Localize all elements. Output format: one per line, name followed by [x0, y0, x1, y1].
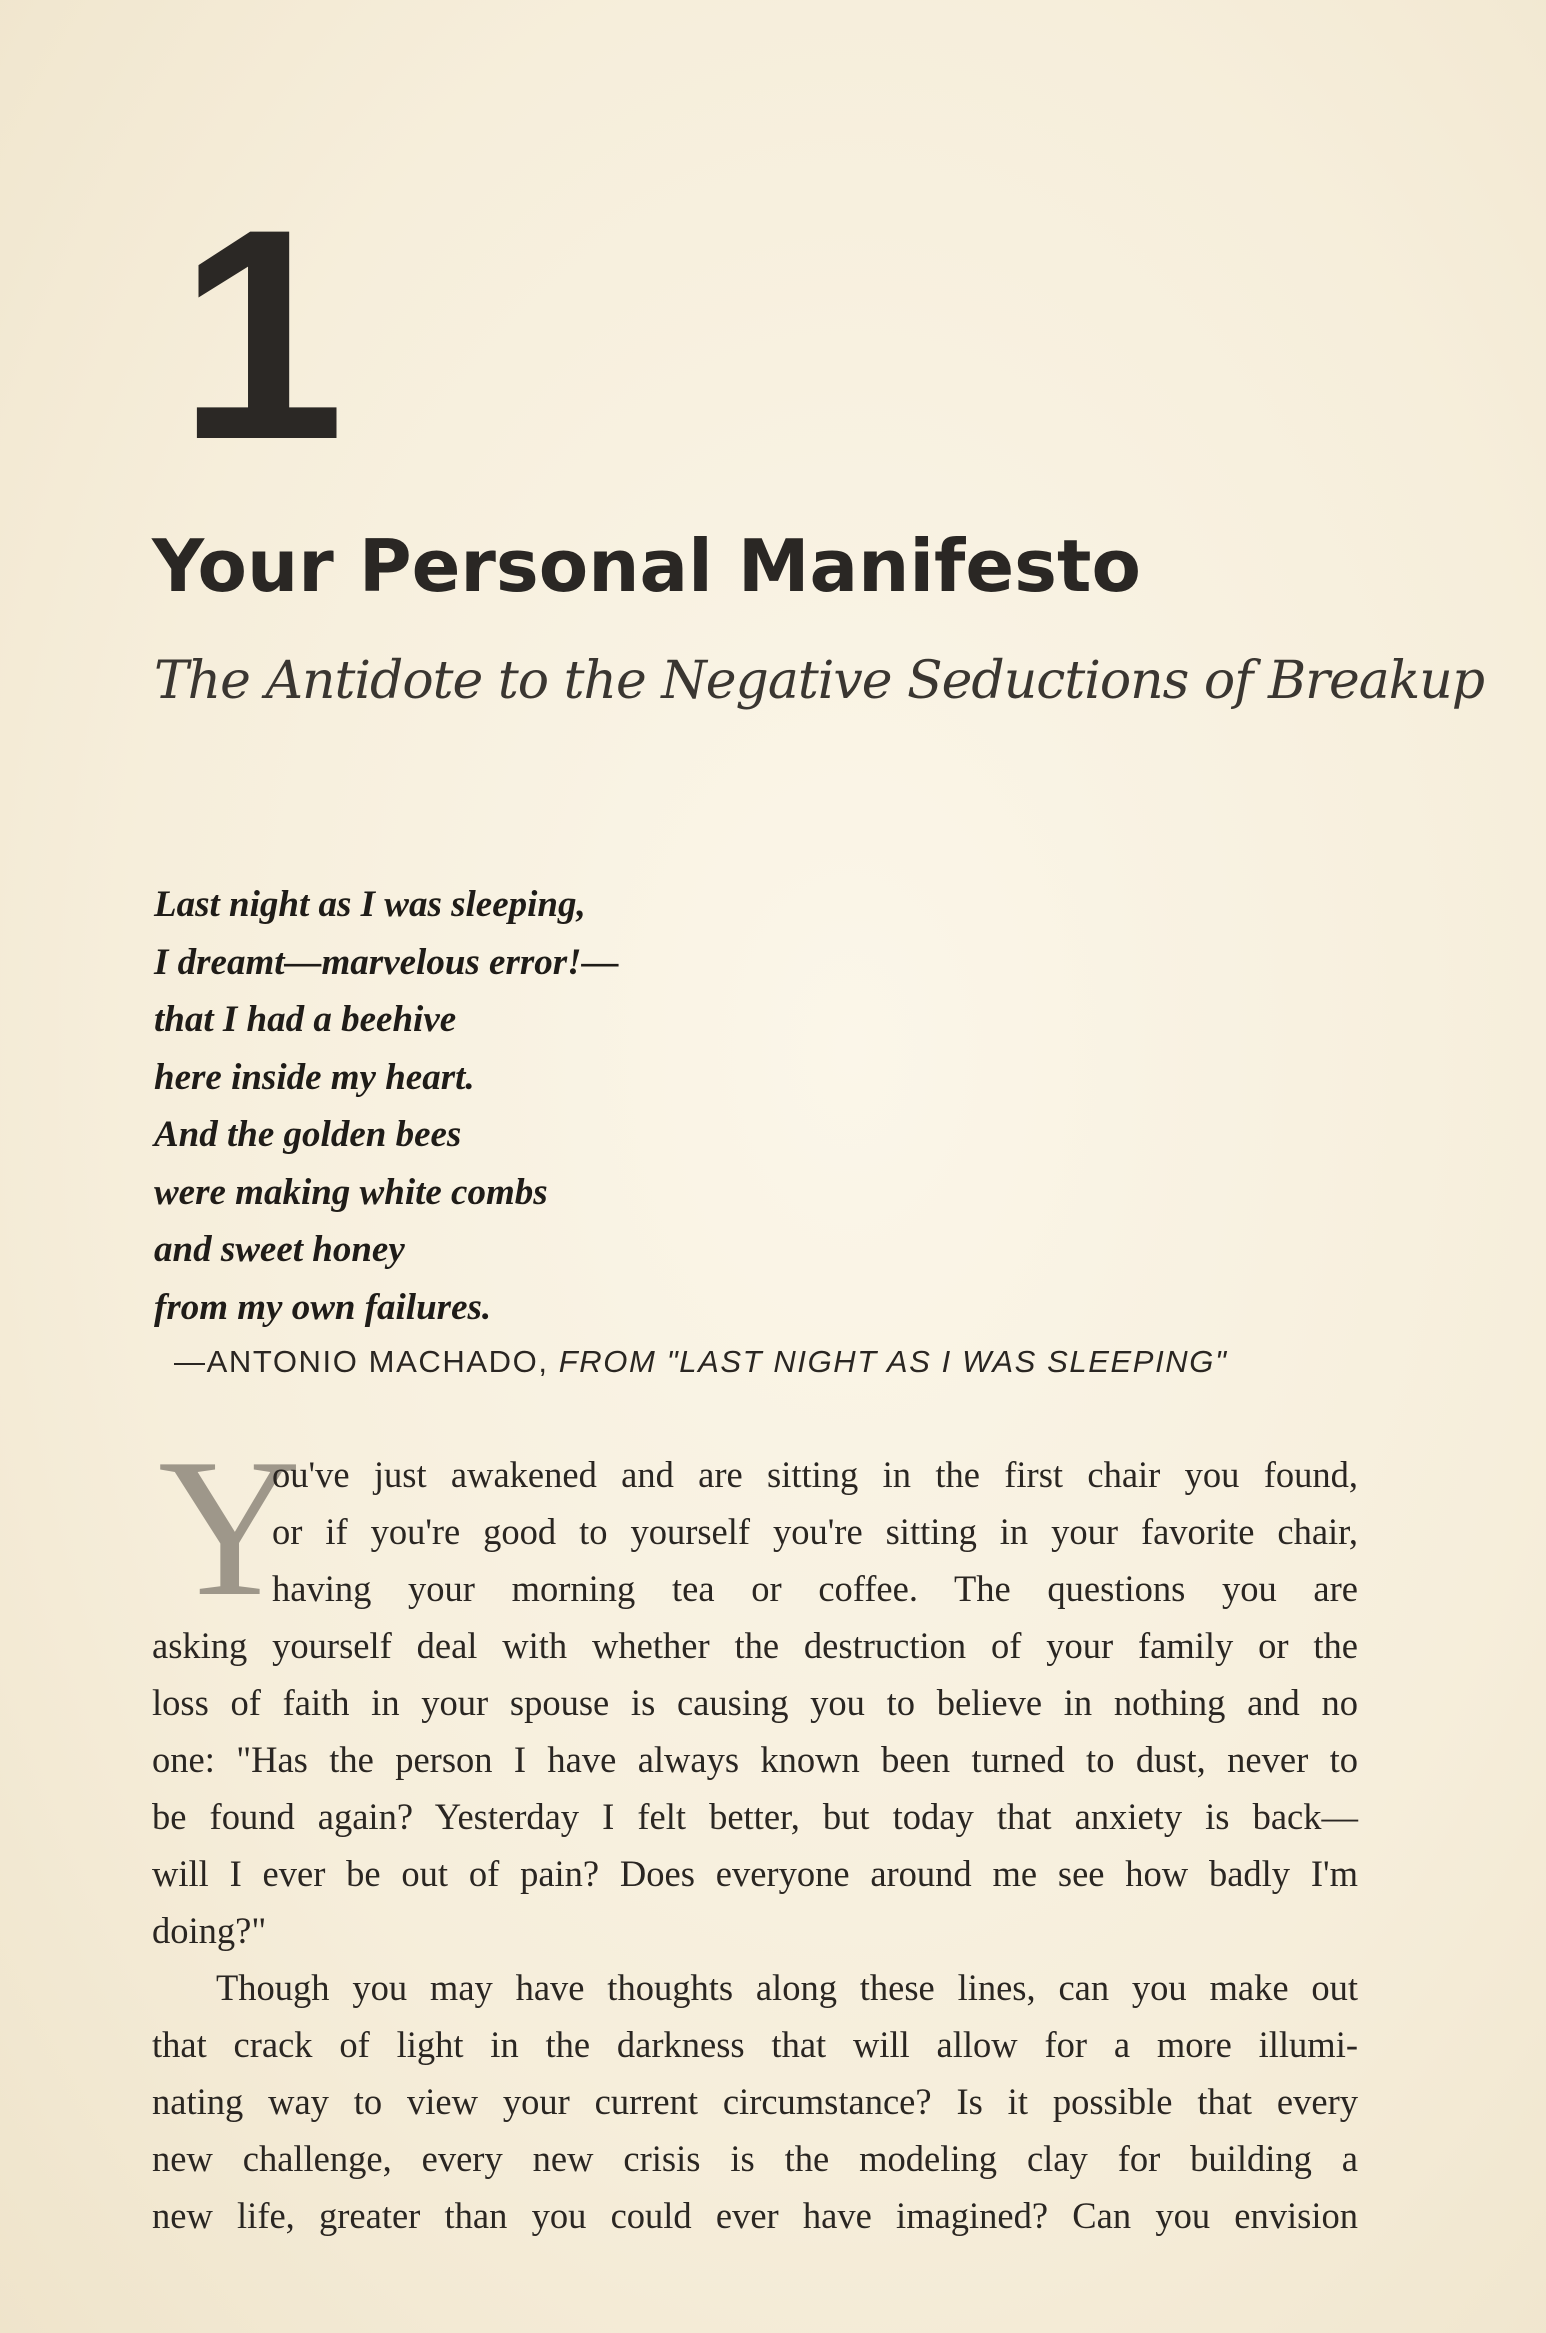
chapter-number: 1 [178, 166, 335, 502]
epigraph-line: that I had a beehive [154, 999, 457, 1040]
attribution-source: FROM "LAST NIGHT AS I WAS SLEEPING" [558, 1344, 1228, 1379]
body-line: asking yourself deal with whether the destruction of your family or the [152, 1625, 1358, 1666]
body-line: Though you may have thoughts along these lines, can you make out [216, 1967, 1358, 2008]
epigraph-poem [154, 876, 619, 1336]
epigraph-line: I dreamt—marvelous error!— [154, 941, 619, 983]
epigraph-line: here inside my heart. [154, 1056, 475, 1098]
body-line: one: "Has the person I have always known been turned to dust, never to [152, 1739, 1358, 1780]
body-line: ou've just awakened and are sitting in the first chair you found, [272, 1454, 1358, 1495]
body-line: new life, greater than you could ever have imagined? Can you envision [152, 2195, 1358, 2236]
paragraph-2 [152, 1959, 1358, 2244]
body-line: new challenge, every new crisis is the modeling clay for building a [152, 2138, 1358, 2179]
body-line: that crack of light in the darkness that will allow for a more illumi- [152, 2024, 1358, 2065]
body-line: nating way to view your current circumstance? Is it possible that every [152, 2081, 1358, 2122]
body-text [152, 1446, 1358, 2244]
chapter-title: Your Personal Manifesto [152, 524, 1141, 608]
attribution-author: —ANTONIO MACHADO, [174, 1344, 549, 1379]
epigraph-attribution [174, 1338, 1228, 1386]
body-line: loss of faith in your spouse is causing you to believe in nothing and no [152, 1682, 1358, 1723]
epigraph-line: from my own failures. [154, 1286, 492, 1328]
body-line: having your morning tea or coffee. The questions you are [272, 1568, 1358, 1609]
body-line: be found again? Yesterday I felt better, but today that anxiety is back— [152, 1796, 1358, 1837]
epigraph-line: were making white combs [154, 1171, 548, 1213]
epigraph-line: And the golden bees [154, 1114, 462, 1155]
epigraph-line: Last night as I was sleeping, [154, 884, 586, 925]
body-line: doing?" [152, 1910, 267, 1951]
epigraph-line: and sweet honey [154, 1229, 405, 1270]
body-line: will I ever be out of pain? Does everyone around me see how badly I'm [152, 1853, 1358, 1894]
body-line: or if you're good to yourself you're sitting in your favorite chair, [272, 1511, 1358, 1552]
chapter-subtitle: The Antidote to the Negative Seductions of Breakup [154, 651, 1485, 711]
drop-cap: Y [158, 1418, 301, 1637]
